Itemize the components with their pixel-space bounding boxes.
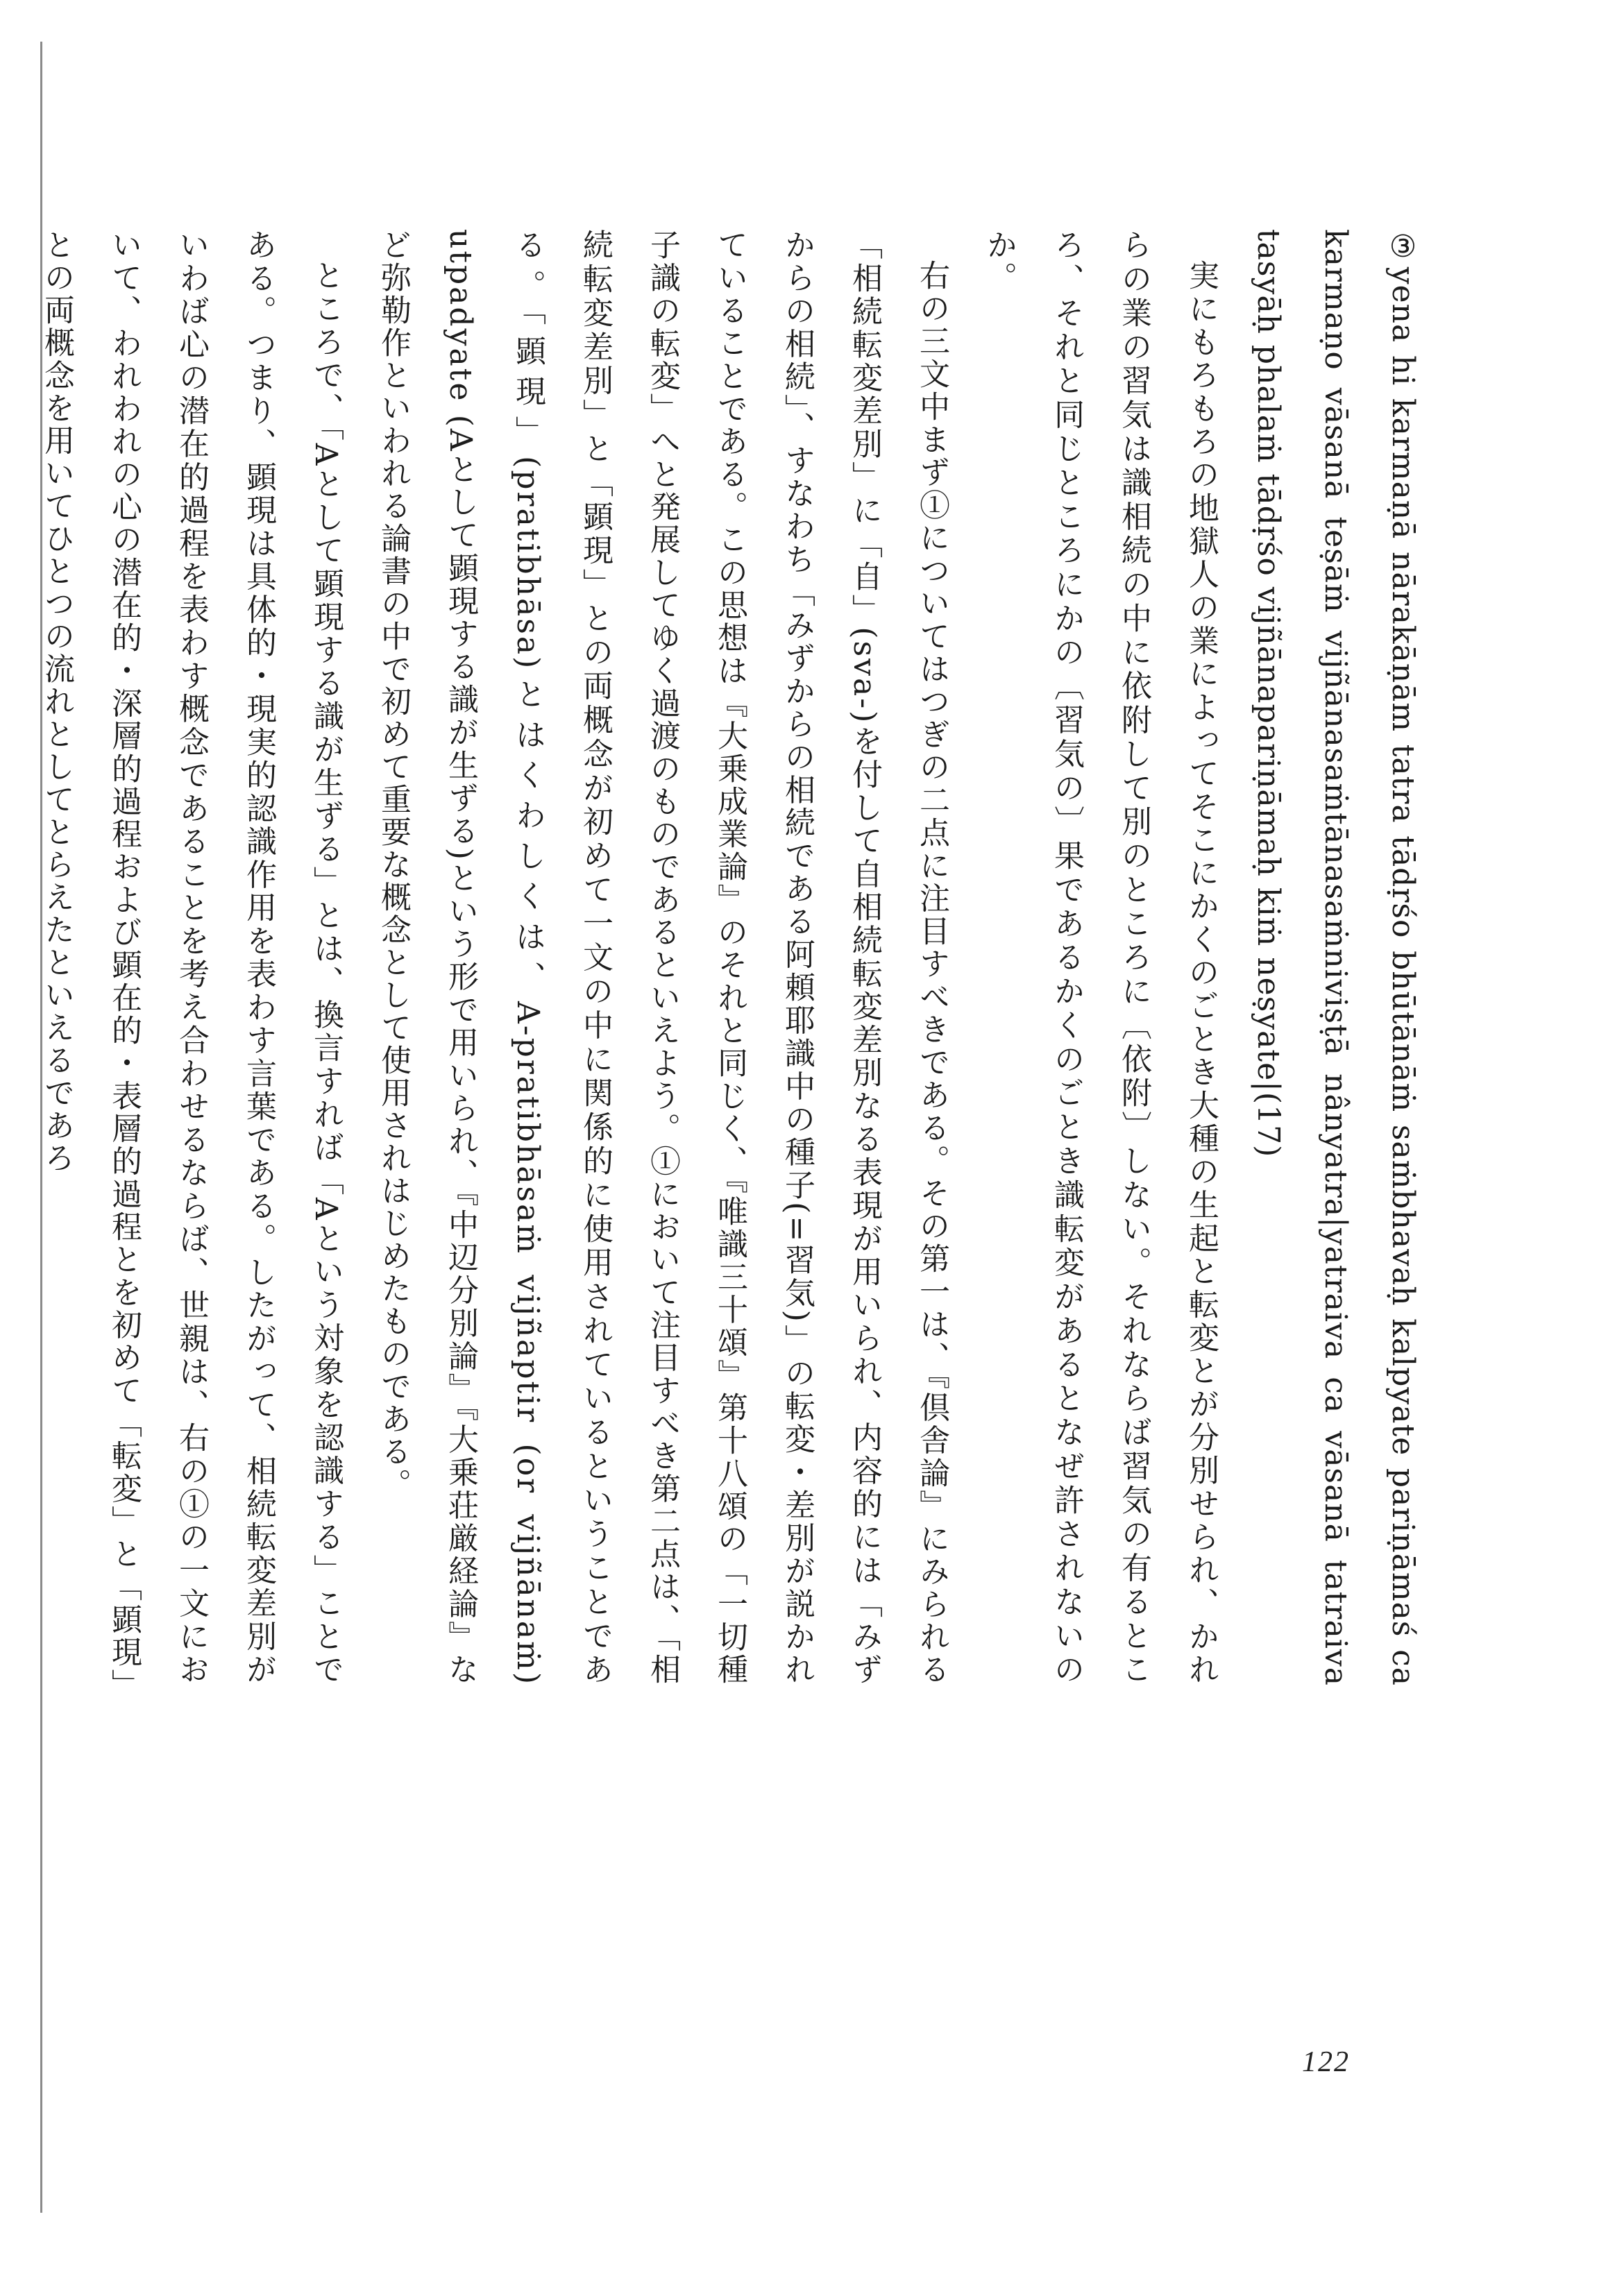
page-number: 122	[1302, 2046, 1350, 2078]
sanskrit-quote-paragraph: ③yena hi karmaṇā nārakāṇām tatra tādṛśo bhūtānāṁ saṁbhavaḥ kalpyate pariṇāmaś ca karmaṇo vāsanā teṣāṁ vijñānasaṁtānasaṁniviṣṭā nânyatra|yatraiva ca vāsanā tatraiva tasyāḥ phalaṁ tādṛśo vijñānapariṇāmaḥ kiṁ neṣyate|(17)	[1251, 229, 1421, 1686]
commentary-paragraph: 右の三文中まず①についてはつぎの二点に注目すべきである。その第一は、『倶舎論』にみられる「相続転変差別」に「自」(sva-)を付して自相続転変差別なる表現が用いられ、内容的には「みずからの相続」、すなわち「みずからの相続である阿頼耶識中の種子(=習気)」の転変・差別が説かれていることである。この思想は『大乗成業論』のそれと同じく、『唯識三十頌』第十八頌の「一切種子識の転変」へと発展してゆく過渡のものであるといえよう。①において注目すべき第二点は、「相続転変差別」と「顕現」との両概念が初めて一文の中に関係的に使用されているということである。「顕現」(pratibhāsa)とはくわしくは、A-pratibhāsaṁ vijñaptir (or vijñānaṁ) utpadyate (Aとして顕現する識が生ずる)という形で用いられ、『中辺分別論』『大乗荘厳経論』など弥勒作といわれる論書の中で初めて重要な概念として使用されはじめたものである。	[375, 229, 949, 1686]
translation-paragraph: 実にもろもろの地獄人の業によってそこにかくのごとき大種の生起と転変とが分別せられ、かれらの業の習気は識相続の中に依附して別のところに〔依附〕しない。それならば習気の有るところ、それと同じところにかの〔習気の〕果であるかくのごとき識転変があるとなぜ許されないのか。	[981, 229, 1219, 1686]
commentary-paragraph: ところで、「Aとして顕現する識が生ずる」とは、換言すれば「Aという対象を認識する」ことである。つまり、顕現は具体的・現実的認識作用を表わす言葉である。したがって、相続転変差別がいわば心の潜在的過程を表わす概念であることを考え合わせるならば、世親は、右の①の一文において、われわれの心の潜在的・深層的過程および顕在的・表層的過程とを初めて「転変」と「顕現」との両概念を用いてひとつの流れとしてとらえたといえるであろ	[39, 229, 344, 1687]
vertical-text-body	[39, 229, 1437, 1687]
